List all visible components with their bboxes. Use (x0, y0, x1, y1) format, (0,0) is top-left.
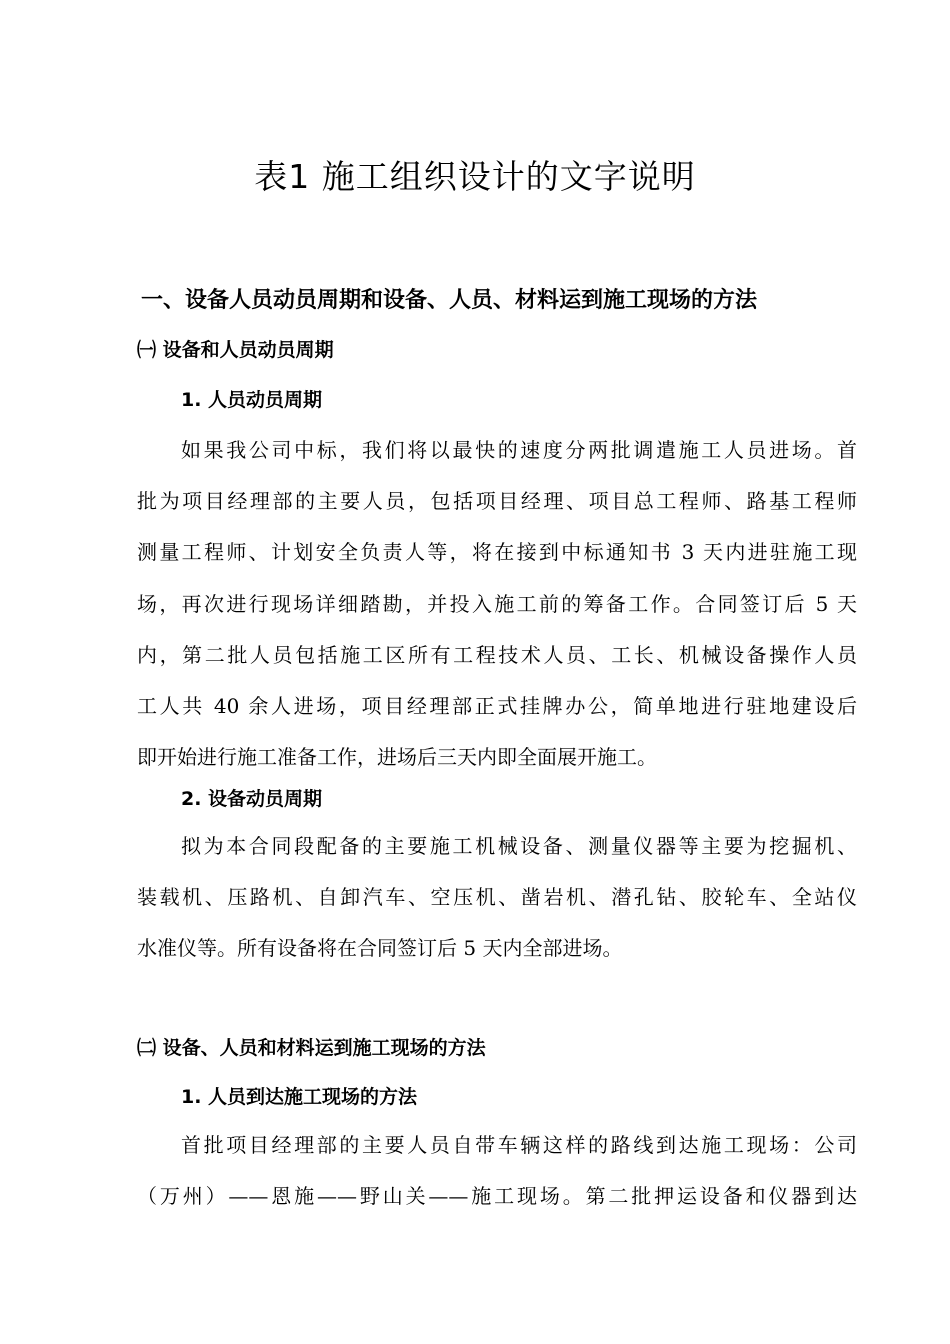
paragraph-line: 工人共 40 余人进场，项目经理部正式挂牌办公，简单地进行驻地建设后 (137, 693, 857, 718)
document-title: 表1 施工组织设计的文字说明 (254, 157, 696, 196)
paragraph-line: 批为项目经理部的主要人员，包括项目经理、项目总工程师、路基工程师 (137, 489, 857, 514)
subsection-2-heading: ㈡ 设备、人员和材料运到施工现场的方法 (137, 1037, 486, 1059)
paragraph-personnel-arrival (137, 1120, 857, 1222)
paragraph-line: 内，第二批人员包括施工区所有工程技术人员、工长、机械设备操作人员 (137, 642, 857, 667)
paragraph-personnel-mobilization (137, 425, 857, 783)
paragraph-line: 装载机、压路机、自卸汽车、空压机、凿岩机、潜孔钻、胶轮车、全站仪 (137, 885, 857, 910)
paragraph-line: 如果我公司中标，我们将以最快的速度分两批调遣施工人员进场。首 (181, 438, 857, 462)
item-personnel-arrival-heading: 1. 人员到达施工现场的方法 (181, 1086, 418, 1108)
paragraph-line: （万州）——恩施——野山关——施工现场。第二批押运设备和仪器到达 (137, 1184, 857, 1209)
paragraph-line: 首批项目经理部的主要人员自带车辆这样的路线到达施工现场：公司 (181, 1133, 857, 1157)
paragraph-equipment-mobilization (137, 821, 857, 975)
paragraph-line: 测量工程师、计划安全负责人等，将在接到中标通知书 3 天内进驻施工现 (137, 540, 857, 565)
section-1-heading: 一、设备人员动员周期和设备、人员、材料运到施工现场的方法 (141, 288, 758, 313)
paragraph-line: 水准仪等。所有设备将在合同签订后 5 天内全部进场。 (137, 936, 623, 961)
item-equipment-mobilization-heading: 2. 设备动员周期 (181, 788, 323, 810)
paragraph-line: 场，再次进行现场详细踏勘，并投入施工前的筹备工作。合同签订后 5 天 (137, 591, 857, 616)
subsection-1-heading: ㈠ 设备和人员动员周期 (137, 339, 334, 361)
paragraph-line: 拟为本合同段配备的主要施工机械设备、测量仪器等主要为挖掘机、 (181, 834, 857, 858)
item-personnel-mobilization-heading: 1. 人员动员周期 (181, 389, 323, 411)
paragraph-line: 即开始进行施工准备工作，进场后三天内即全面展开施工。 (137, 745, 657, 770)
